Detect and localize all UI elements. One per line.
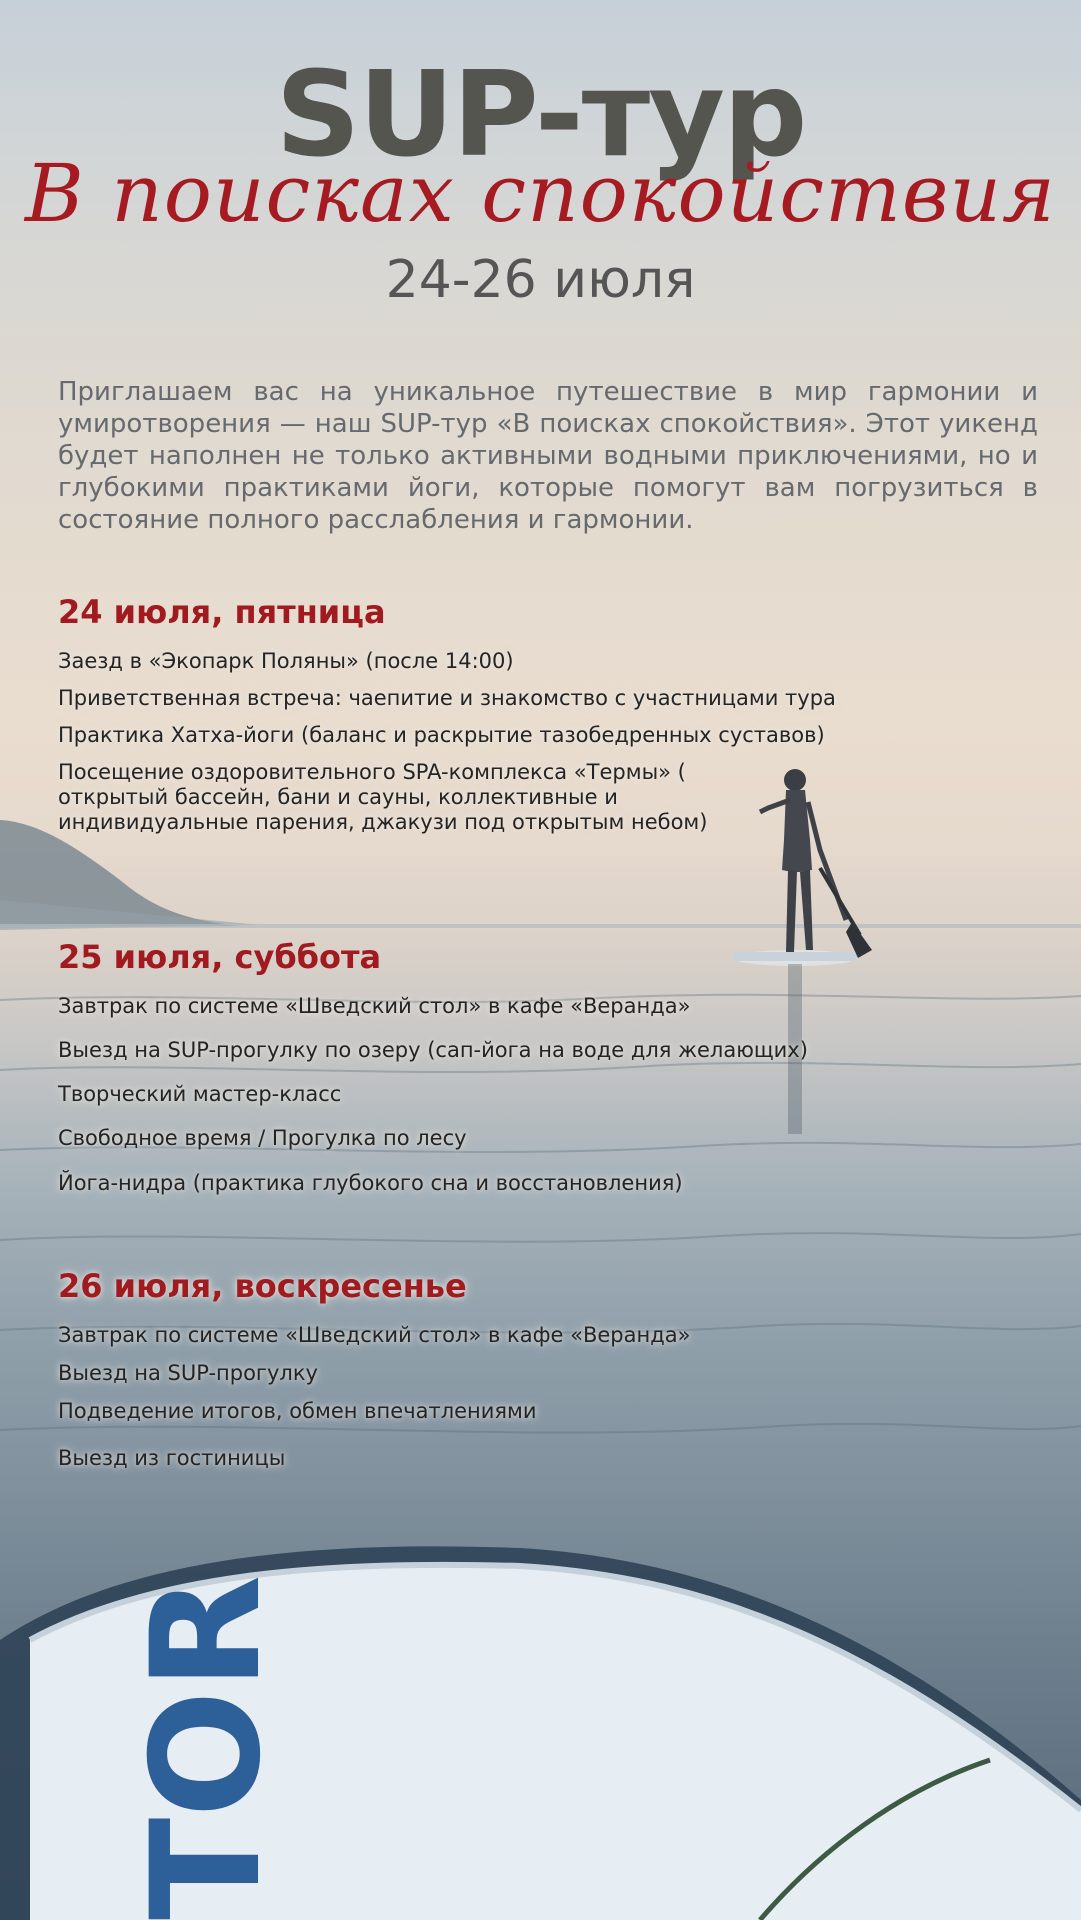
day-heading-3: 26 июля, воскресенье bbox=[58, 1267, 467, 1305]
schedule-item: Подведение итогов, обмен впечатлениями bbox=[58, 1399, 537, 1423]
schedule-item: Творческий мастер-класс bbox=[58, 1082, 342, 1106]
poster-subtitle: В поисках спокойствия bbox=[25, 147, 1056, 240]
schedule-item: Свободное время / Прогулка по лесу bbox=[58, 1126, 467, 1150]
schedule-item: Завтрак по системе «Шведский стол» в кафе «Веранда» bbox=[58, 1323, 691, 1347]
poster-title: SUP-тур bbox=[275, 45, 806, 183]
schedule-item: Заезд в «Экопарк Поляны» (после 14:00) bbox=[58, 649, 514, 673]
schedule-item: Завтрак по системе «Шведский стол» в кафе «Веранда» bbox=[58, 994, 691, 1018]
horizon bbox=[0, 924, 1081, 928]
board-logo-text: TOR bbox=[120, 1574, 294, 1920]
schedule-item: Практика Хатха-йоги (баланс и раскрытие тазобедренных суставов) bbox=[58, 723, 825, 747]
tour-dates: 24-26 июля bbox=[385, 250, 696, 310]
schedule-item: Выезд из гостиницы bbox=[58, 1446, 286, 1470]
day-heading-1: 24 июля, пятница bbox=[58, 593, 386, 631]
schedule-item: Выезд на SUP-прогулку по озеру (сап-йога на воде для желающих) bbox=[58, 1038, 808, 1062]
schedule-item: Приветственная встреча: чаепитие и знакомство с участницами тура bbox=[58, 686, 836, 710]
intro-paragraph: Приглашаем вас на уникальное путешествие в мир гармонии и умиротворения — наш SUP-тур «В поисках спокойствия». Этот уикенд будет наполнен не только активными водными приключениями, но и глубокими практиками йоги, которые помогут вам погрузиться в состояние полного расслабления и гармонии. bbox=[58, 377, 1038, 535]
schedule-item: Йога-нидра (практика глубокого сна и восстановления) bbox=[58, 1171, 683, 1195]
sup-board-foreground bbox=[0, 1546, 1081, 1920]
day-heading-2: 25 июля, суббота bbox=[58, 938, 382, 976]
schedule-item: Выезд на SUP-прогулку bbox=[58, 1361, 318, 1385]
schedule-item: Посещение оздоровительного SPA-комплекса «Термы» ( открытый бассейн, бани и сауны, коллективные и индивидуальные парения, джакузи под открытым небом) bbox=[58, 760, 708, 834]
